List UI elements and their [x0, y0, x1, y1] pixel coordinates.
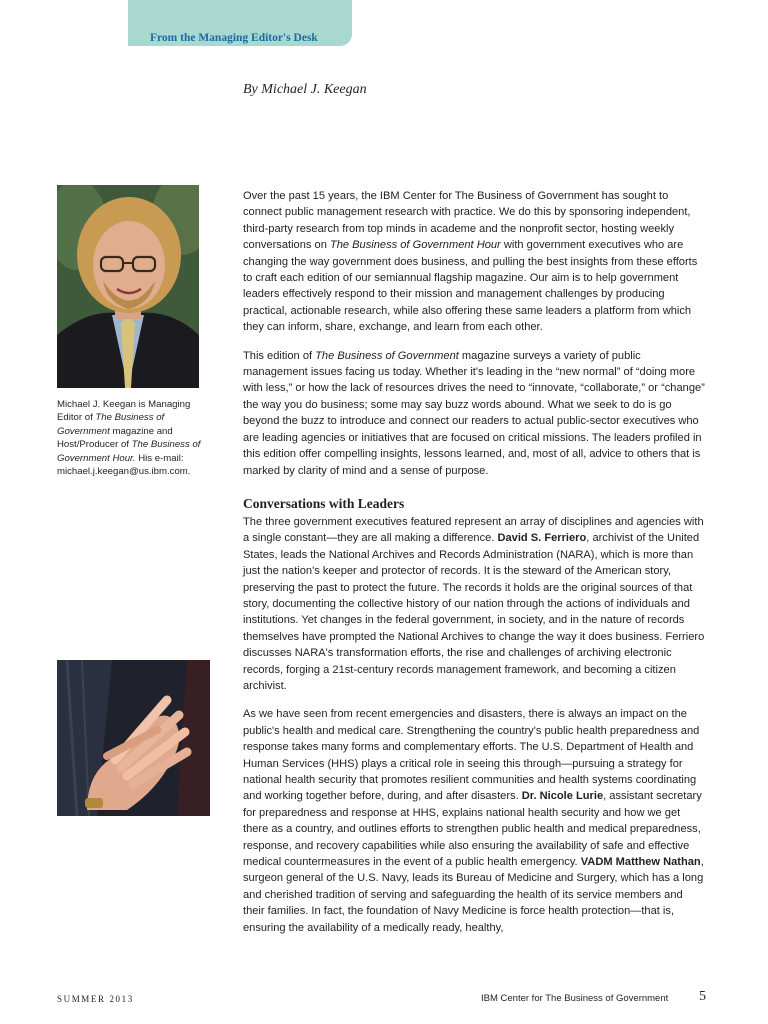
footer-publisher: IBM Center for The Business of Government [481, 993, 669, 1004]
section-label: From the Managing Editor's Desk [150, 32, 318, 44]
byline: By Michael J. Keegan [243, 82, 367, 97]
section-header-tab [128, 0, 352, 46]
clasped-hands-photo [57, 660, 210, 816]
article-body [243, 188, 705, 948]
paragraph-health: As we have seen from recent emergencies and disasters, there is always an impact on the public's health and medical care. Strengthening the country's public health preparedness and response takes many forms and complementary efforts. The U.S. Department of Health and Human Services (HHS) plays a critical role in seeing this through—pursuing a strategy for national health security that promotes resilient communities and health systems coordinating and working together before, during, and after disasters. Dr. Nicole Lurie, assistant secretary for preparedness and response at HHS, explains national health security and how we get there as a country, and outlines efforts to strengthen public health and medical preparedness, response, and recovery capabilities while also ensuring the availability of safe and effective medical countermeasures in the event of a public health emergency. VADM Matthew Nathan, surgeon general of the U.S. Navy, leads its Bureau of Medicine and Surgery, which has a long and cherished tradition of serving and safeguarding the health of its service members and their families. In fact, the foundation of Navy Medicine is force health protection—that is, ensuring the availability of a medically ready, healthy, [243, 708, 704, 934]
paragraph-ferriero: The three government executives featured represent an array of disciplines and agencies with a single constant—they are all making a difference. David S. Ferriero, archivist of the United States, leads the National Archives and Records Administration (NARA), which is more than just the nation's keeper and protector of records. It is the steward of the American story, preserving the past to protect the future. The records it holds are the original sources of that story, documenting the collective history of our nation through the actions of individuals and institutions. Yet changes in the federal government, in society, and in the nature of records themselves have prompted the National Archives to change the way it does business. Ferriero discusses NARA's transformation efforts, the rise and challenges of archiving electronic records, forging a 21st-century records management framework, and becoming a citizen archivist. [243, 515, 705, 692]
paragraph-edition: This edition of The Business of Government magazine surveys a variety of public management issues facing us today. Whether it's leading in the “new normal” of “doing more with less,” or how the lack of resources drives the need to “innovate, “collaborate,” or “change” the way you do business; some may say buzz words abound. What we seek to do is go beyond the buzz to introduce and connect our readers to actual public-sector executives who are leading agencies or initiatives that are focused on critical missions. The leaders profiled in this edition offer compelling insights, lessons learned, and, most of all, advice to others that is marked by clarity of mind and a sense of purpose. [243, 349, 705, 477]
section-heading: Conversations with Leaders [243, 495, 405, 511]
author-portrait-photo [57, 185, 199, 388]
page-number: 5 [699, 989, 706, 1004]
paragraph-intro: Over the past 15 years, the IBM Center for The Business of Government has sought to connect public management research with practice. We do this by sponsoring independent, third-party research from top minds in academe and the nonprofit sector, hosting weekly conversations on The Business of Government Hour with government executives who are changing the way government does business, and pulling the best insights from these efforts to craft each edition of our semiannual flagship magazine. Our aim is to help government leaders effectively respond to their mission and management challenges by producing practical, actionable research, while also offering these same leaders a platform from which they can inform, share, exchange, and learn from each other. [243, 190, 698, 334]
footer-issue: SUMMER 2013 [57, 994, 134, 1004]
author-caption: Michael J. Keegan is Managing Editor of The Business of Government magazine and Host/Producer of The Business of Government Hour. His e-mail: michael.j.keegan@us.ibm.com. [57, 399, 201, 478]
